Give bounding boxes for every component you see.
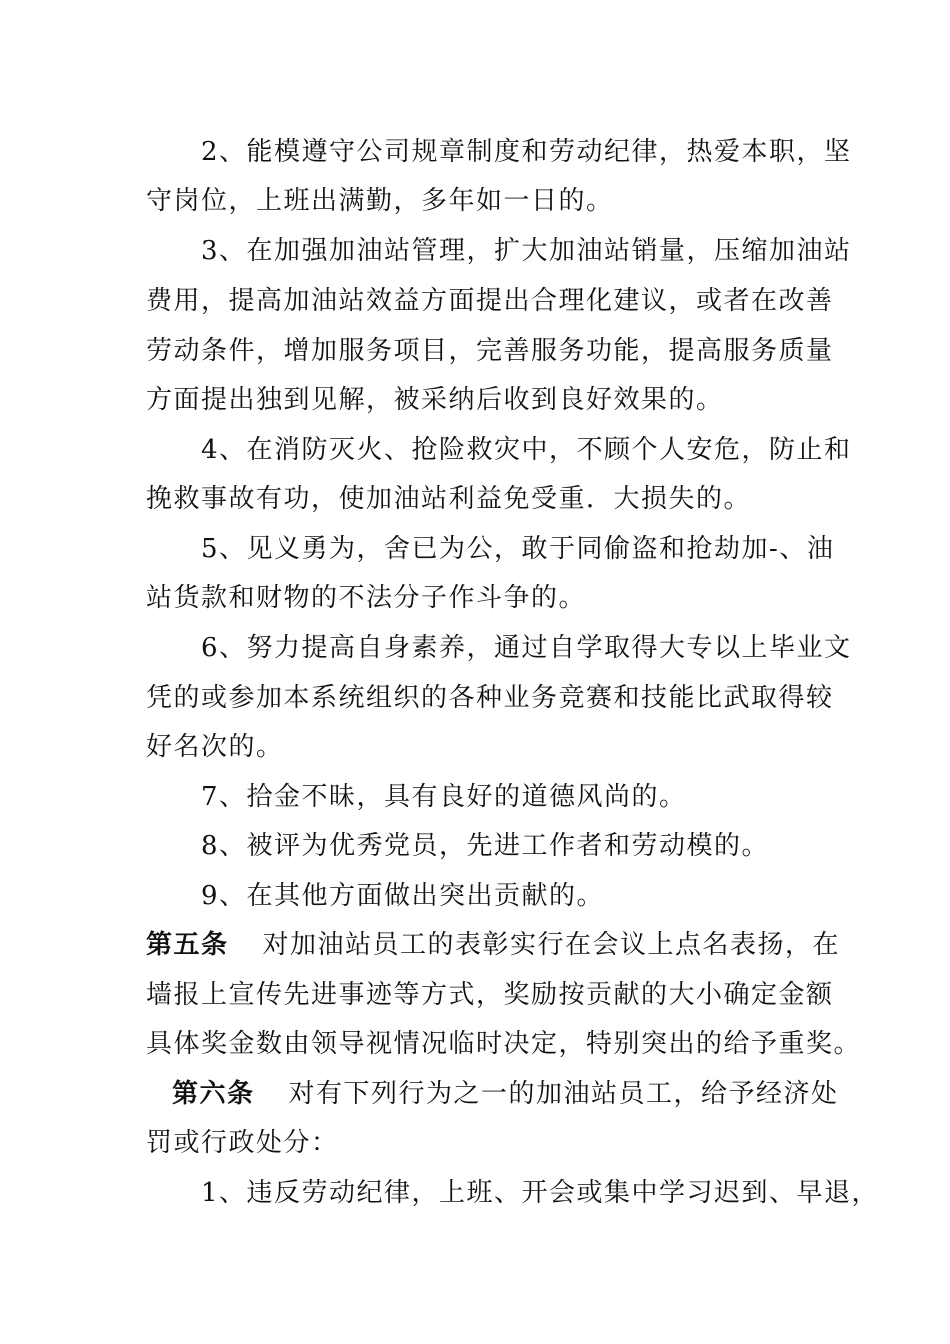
paragraph-line: 3、在加强加油站管理，扩大加油站销量，压缩加油站	[146, 236, 852, 266]
article-6-line	[172, 1078, 839, 1110]
paragraph-line: 好名次的。	[146, 732, 284, 762]
paragraph-line: 方面提出独到见解，被采纳后收到良好效果的。	[146, 385, 724, 415]
article-6-heading: 第六条	[172, 1079, 255, 1109]
article-6-text: 对有下列行为之一的加油站员工，给予经济处	[288, 1079, 839, 1109]
paragraph-line: 7、拾金不昧，具有良好的道德风尚的。	[146, 782, 687, 812]
article-5-text: 对加油站员工的表彰实行在会议上点名表扬，在	[262, 930, 841, 960]
paragraph-line: 8、被评为优秀党员，先进工作者和劳动模的。	[146, 831, 770, 861]
article-5-line	[146, 929, 841, 961]
paragraph-line: 凭的或参加本系统组织的各种业务竞赛和技能比武取得较	[146, 683, 834, 713]
paragraph-line: 2、能模遵守公司规章制度和劳动纪律，热爱本职，坚	[146, 137, 852, 167]
paragraph-line: 6、努力提高自身素养，通过自学取得大专以上毕业文	[146, 633, 852, 663]
paragraph-line: 具体奖金数由领导视情况临时决定，特别突出的给予重奖。	[146, 1029, 862, 1059]
paragraph-line: 劳动条件，增加服务项目，完善服务功能，提高服务质量	[146, 336, 834, 366]
paragraph-line: 罚或行政处分：	[146, 1128, 339, 1158]
paragraph-line: 站货款和财物的不法分子作斗争的。	[146, 583, 587, 613]
paragraph-line: 费用，提高加油站效益方面提出合理化建议，或者在改善	[146, 286, 834, 316]
paragraph-line: 挽救事故有功，使加油站利益免受重．大损失的。	[146, 484, 752, 514]
paragraph-line: 墙报上宣传先进事迹等方式，奖励按贡献的大小确定金额	[146, 980, 834, 1010]
paragraph-line: 守岗位，上班出满勤，多年如一日的。	[146, 186, 614, 216]
paragraph-line: 4、在消防灭火、抢险救灾中，不顾个人安危，防止和	[146, 435, 852, 465]
paragraph-line: 5、见义勇为，舍已为公，敢于同偷盗和抢劫加-、油	[146, 534, 835, 564]
paragraph-line: 1、违反劳动纪律，上班、开会或集中学习迟到、早退，	[146, 1178, 880, 1208]
article-5-heading: 第五条	[146, 930, 229, 960]
paragraph-line: 9、在其他方面做出突出贡献的。	[146, 881, 605, 911]
